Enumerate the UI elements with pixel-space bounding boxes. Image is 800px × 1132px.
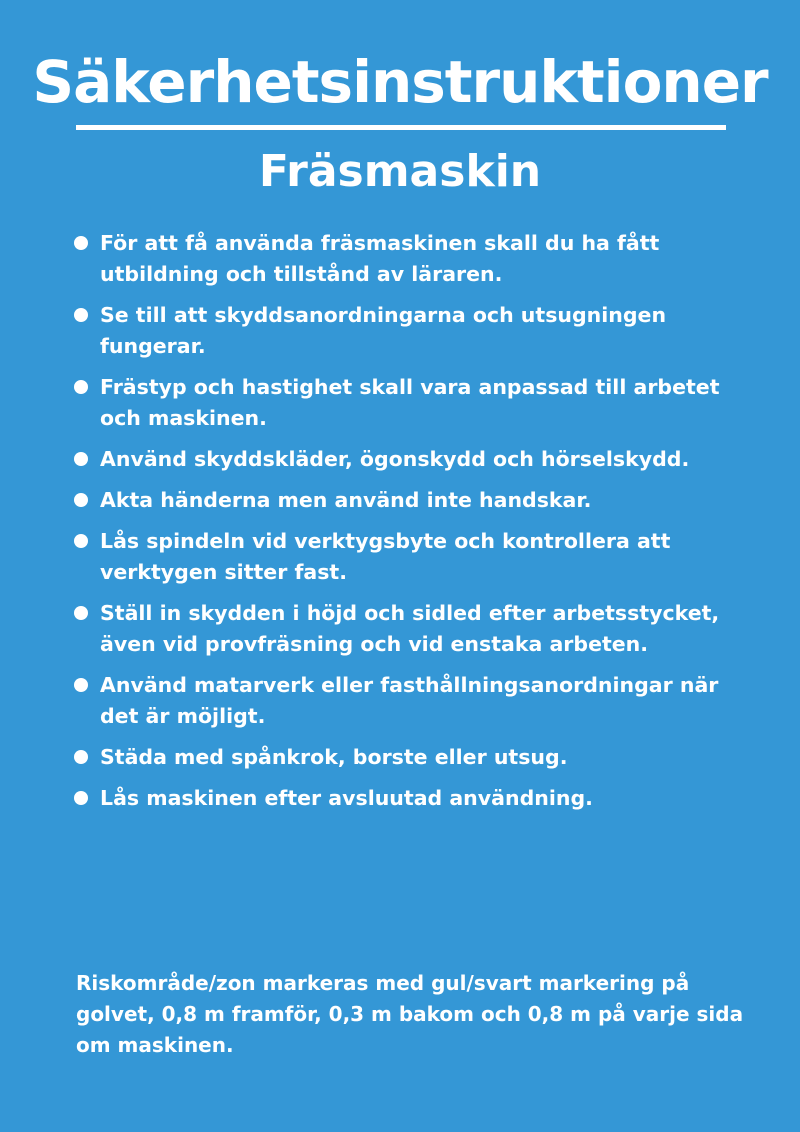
rule-item	[72, 526, 762, 588]
bullet-icon	[74, 534, 88, 548]
rule-text: För att få använda fräsmaskinen skall du ha fått utbildning och tillstånd av läraren.	[100, 231, 660, 286]
rule-item	[72, 598, 762, 660]
bullet-icon	[74, 380, 88, 394]
rule-text: Ställ in skydden i höjd och sidled efter arbetsstycket, även vid provfräsning och vid enstaka arbeten.	[100, 601, 720, 656]
rule-item	[72, 228, 762, 290]
rule-item	[72, 742, 762, 773]
sign-title: Säkerhetsinstruktioner	[32, 48, 768, 116]
bullet-icon	[74, 678, 88, 692]
rule-text: Använd matarverk eller fasthållningsanordningar när det är möjligt.	[100, 673, 719, 728]
rule-text: Frästyp och hastighet skall vara anpassad till arbetet och maskinen.	[100, 375, 720, 430]
bullet-icon	[74, 452, 88, 466]
rule-text: Se till att skyddsanordningarna och utsugningen fungerar.	[100, 303, 667, 358]
risk-zone-note: Riskområde/zon markeras med gul/svart markering på golvet, 0,8 m framför, 0,3 m bakom och 0,8 m på varje sida om maskinen.	[76, 971, 744, 1057]
bullet-icon	[74, 606, 88, 620]
bullet-icon	[74, 493, 88, 507]
rule-item	[72, 372, 762, 434]
title-divider	[76, 125, 726, 130]
rule-text: Lås spindeln vid verktygsbyte och kontrollera att verktygen sitter fast.	[100, 529, 671, 584]
rule-item	[72, 485, 762, 516]
bullet-icon	[74, 308, 88, 322]
rule-item	[72, 300, 762, 362]
rule-item	[72, 783, 762, 814]
sign-subtitle: Fräsmaskin	[258, 146, 542, 197]
rule-text: Akta händerna men använd inte handskar.	[100, 488, 592, 512]
safety-rules-list	[72, 228, 762, 824]
rule-text: Lås maskinen efter avsluutad användning.	[100, 786, 593, 810]
rule-text: Använd skyddskläder, ögonskydd och hörselskydd.	[100, 447, 690, 471]
rule-text: Städa med spånkrok, borste eller utsug.	[100, 745, 568, 769]
bullet-icon	[74, 750, 88, 764]
rule-item	[72, 444, 762, 475]
rule-item	[72, 670, 762, 732]
bullet-icon	[74, 236, 88, 250]
bullet-icon	[74, 791, 88, 805]
